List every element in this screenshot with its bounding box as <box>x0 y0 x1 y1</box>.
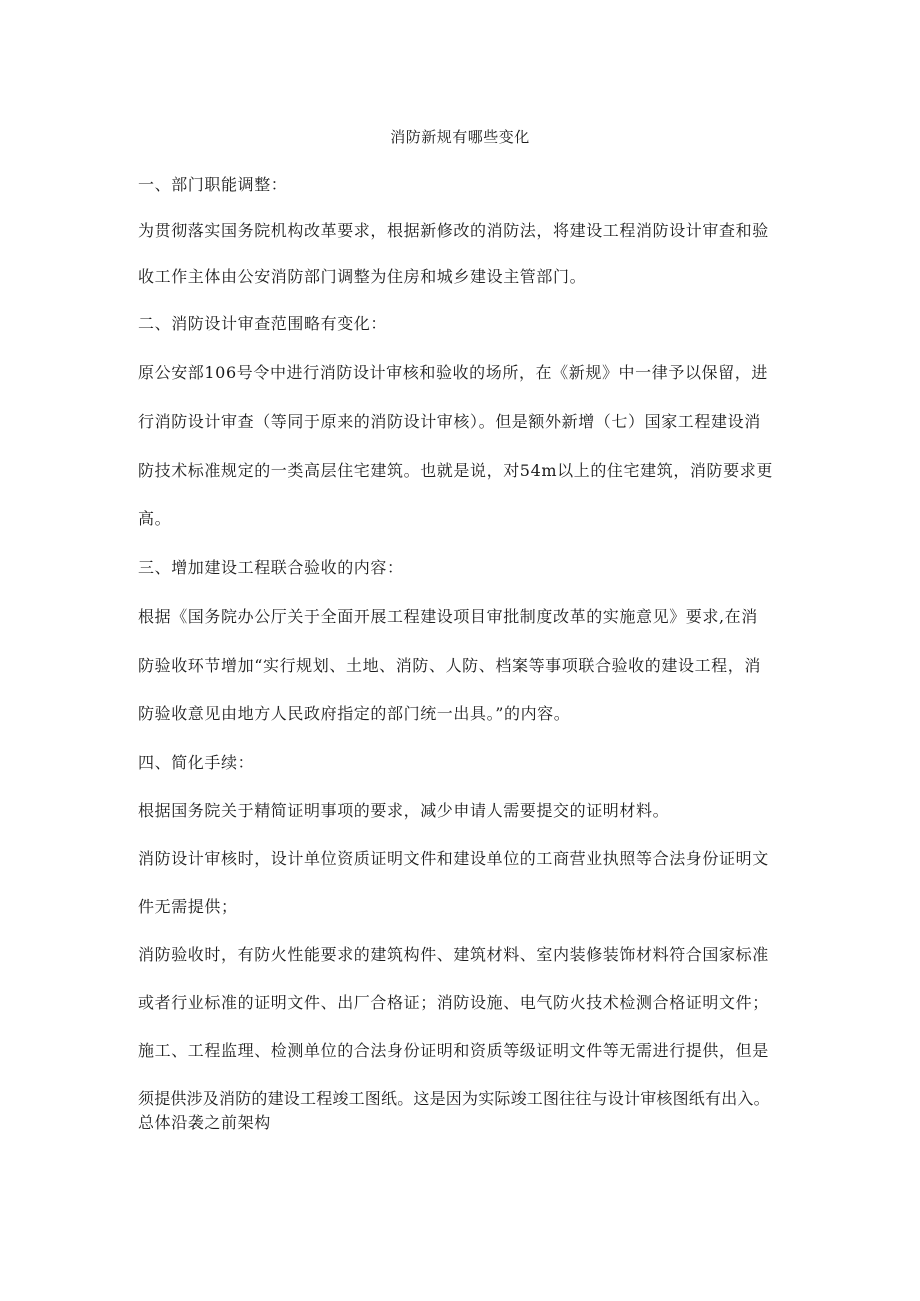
paragraph-line: 行消防设计审查（等同于原来的消防设计审核）。但是额外新增（七）国家工程建设消 <box>138 412 761 431</box>
paragraph-line: 收工作主体由公安消防部门调整为住房和城乡建设主管部门。 <box>138 267 587 286</box>
paragraph-line: 件无需提供； <box>138 897 238 916</box>
paragraph-line: 施工、工程监理、检测单位的合法身份证明和资质等级证明文件等无需进行提供，但是 <box>138 1041 769 1060</box>
paragraph-line: 防验收环节增加“实行规划、土地、消防、人防、档案等事项联合验收的建设工程，消 <box>138 656 761 675</box>
section-heading-4: 四、简化手续： <box>138 753 255 772</box>
section-heading-1: 一、部门职能调整： <box>138 175 288 194</box>
paragraph-line: 根据国务院关于精简证明事项的要求，减少申请人需要提交的证明材料。 <box>138 801 670 820</box>
section-heading-3: 三、增加建设工程联合验收的内容： <box>138 558 404 577</box>
paragraph-line: 总体沿袭之前架构 <box>138 1113 271 1132</box>
paragraph-line: 原公安部106号令中进行消防设计审核和验收的场所，在《新规》中一律予以保留，进 <box>138 363 768 382</box>
paragraph-line: 为贯彻落实国务院机构改革要求，根据新修改的消防法，将建设工程消防设计审查和验 <box>138 221 769 240</box>
paragraph-line: 根据《国务院办公厅关于全面开展工程建设项目审批制度改革的实施意见》要求,在消 <box>138 607 758 626</box>
section-heading-2: 二、消防设计审查范围略有变化： <box>138 314 388 333</box>
paragraph-line: 防验收意见由地方人民政府指定的部门统一出具。”的内容。 <box>138 704 571 723</box>
paragraph-line: 防技术标准规定的一类高层住宅建筑。也就是说，对54m以上的住宅建筑，消防要求更 <box>138 461 773 480</box>
paragraph-line: 高。 <box>138 509 172 528</box>
paragraph-line: 消防验收时，有防火性能要求的建筑构件、建筑材料、室内装修装饰材料符合国家标准 <box>138 945 769 964</box>
paragraph-line: 须提供涉及消防的建设工程竣工图纸。这是因为实际竣工图往往与设计审核图纸有出入。 <box>138 1089 770 1108</box>
document-title: 消防新规有哪些变化 <box>390 128 530 146</box>
paragraph-line: 消防设计审核时，设计单位资质证明文件和建设单位的工商营业执照等合法身份证明文 <box>138 849 769 868</box>
paragraph-line: 或者行业标准的证明文件、出厂合格证；消防设施、电气防火技术检测合格证明文件； <box>138 993 769 1012</box>
